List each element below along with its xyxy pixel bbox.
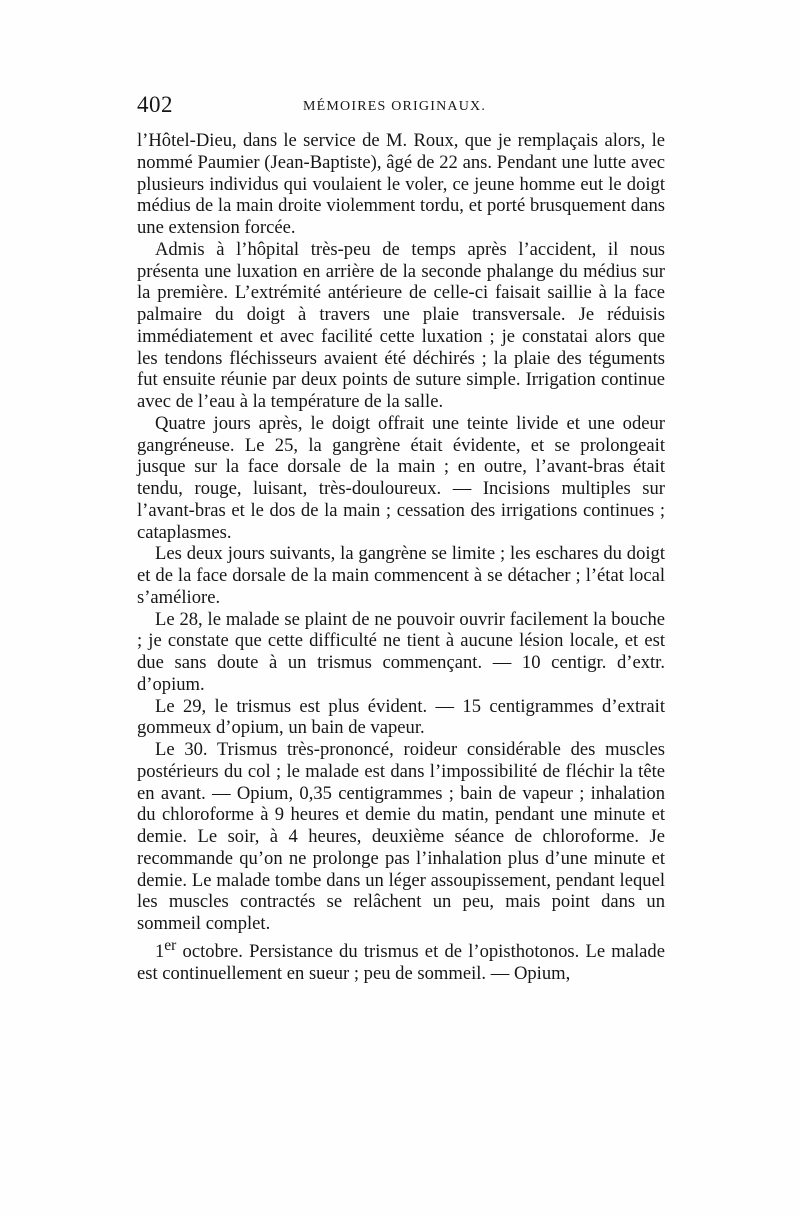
page-header (137, 92, 665, 122)
paragraph-text: Admis à l’hôpital très-peu de temps après l’accident, il nous présenta une luxation en arrière de la seconde phalange du médius sur la première. L’extrémité antérieure de celle-ci faisait saillie à la face palmaire du doigt à travers une plaie transversale. Je réduisis immédiatement et avec facilité cette luxation ; je constatai alors que les tendons fléchisseurs avaient été déchirés ; la plaie des téguments fut ensuite réunie par deux points de suture simple. Irrigation continue avec de l’eau à la température de la salle. (137, 238, 665, 412)
paragraph (137, 130, 665, 239)
date-number: 1 (155, 940, 165, 962)
body-text (137, 130, 665, 984)
paragraph-text: Le 30. Trismus très-prononcé, roideur considérable des muscles postérieurs du col ; le malade est dans l’impossibilité de fléchir la tête en avant. — Opium, 0,35 centigrammes ; bain de vapeur ; inhalation du chloroforme à 9 heures et demie du matin, pendant une minute et demie. Le soir, à 4 heures, deuxième séance de chloroforme. Je recommande qu’on ne prolonge pas l’inhalation plus d’une minute et demie. Le malade tombe dans un léger assoupissement, pendant lequel les muscles contractés se relâchent un peu, mais point dans un sommeil complet. (137, 739, 665, 934)
paragraph (137, 739, 665, 935)
paragraph (137, 609, 665, 696)
paragraph-text: Quatre jours après, le doigt offrait une teinte livide et une odeur gangréneuse. Le 25, la gangrène était évidente, et se prolongeait jusque sur la face dorsale de la main ; en outre, l’avant-bras était tendu, rouge, luisant, très-douloureux. — Incisions multiples sur l’avant-bras et le dos de la main ; cessation des irrigations continues ; cataplasmes. (137, 412, 665, 543)
paragraph (137, 543, 665, 608)
page-number: 402 (137, 92, 173, 117)
running-head: MÉMOIRES ORIGINAUX. (303, 99, 487, 114)
paragraph-text: Les deux jours suivants, la gangrène se limite ; les eschares du doigt et de la face dorsale de la main commencent à se détacher ; l’état local s’améliore. (137, 543, 665, 608)
paragraph-text: Le 28, le malade se plaint de ne pouvoir ouvrir facilement la bouche ; je constate que cette difficulté ne tient à aucune lésion locale, et est due sans doute à un trismus commençant. — 10 centigr. d’extr. d’opium. (137, 608, 665, 695)
paragraph (137, 413, 665, 544)
paragraph-text: Le 29, le trismus est plus évident. — 15 centigrammes d’extrait gommeux d’opium, un bain de vapeur. (137, 695, 665, 739)
paragraph (137, 239, 665, 413)
paragraph (137, 696, 665, 740)
paragraph (137, 935, 665, 985)
ordinal-superscript: er (164, 936, 177, 954)
paragraph-text: octobre. Persistance du trismus et de l’opisthotonos. Le malade est continuellement en sueur ; peu de sommeil. — Opium, (137, 940, 665, 984)
paragraph-text: l’Hôtel-Dieu, dans le service de M. Roux, que je remplaçais alors, le nommé Paumier (Jean-Baptiste), âgé de 22 ans. Pendant une lutte avec plusieurs individus qui voulaient le voler, ce jeune homme eut le doigt médius de la main droite violemment tordu, et porté brusquement dans une extension forcée. (137, 130, 665, 238)
